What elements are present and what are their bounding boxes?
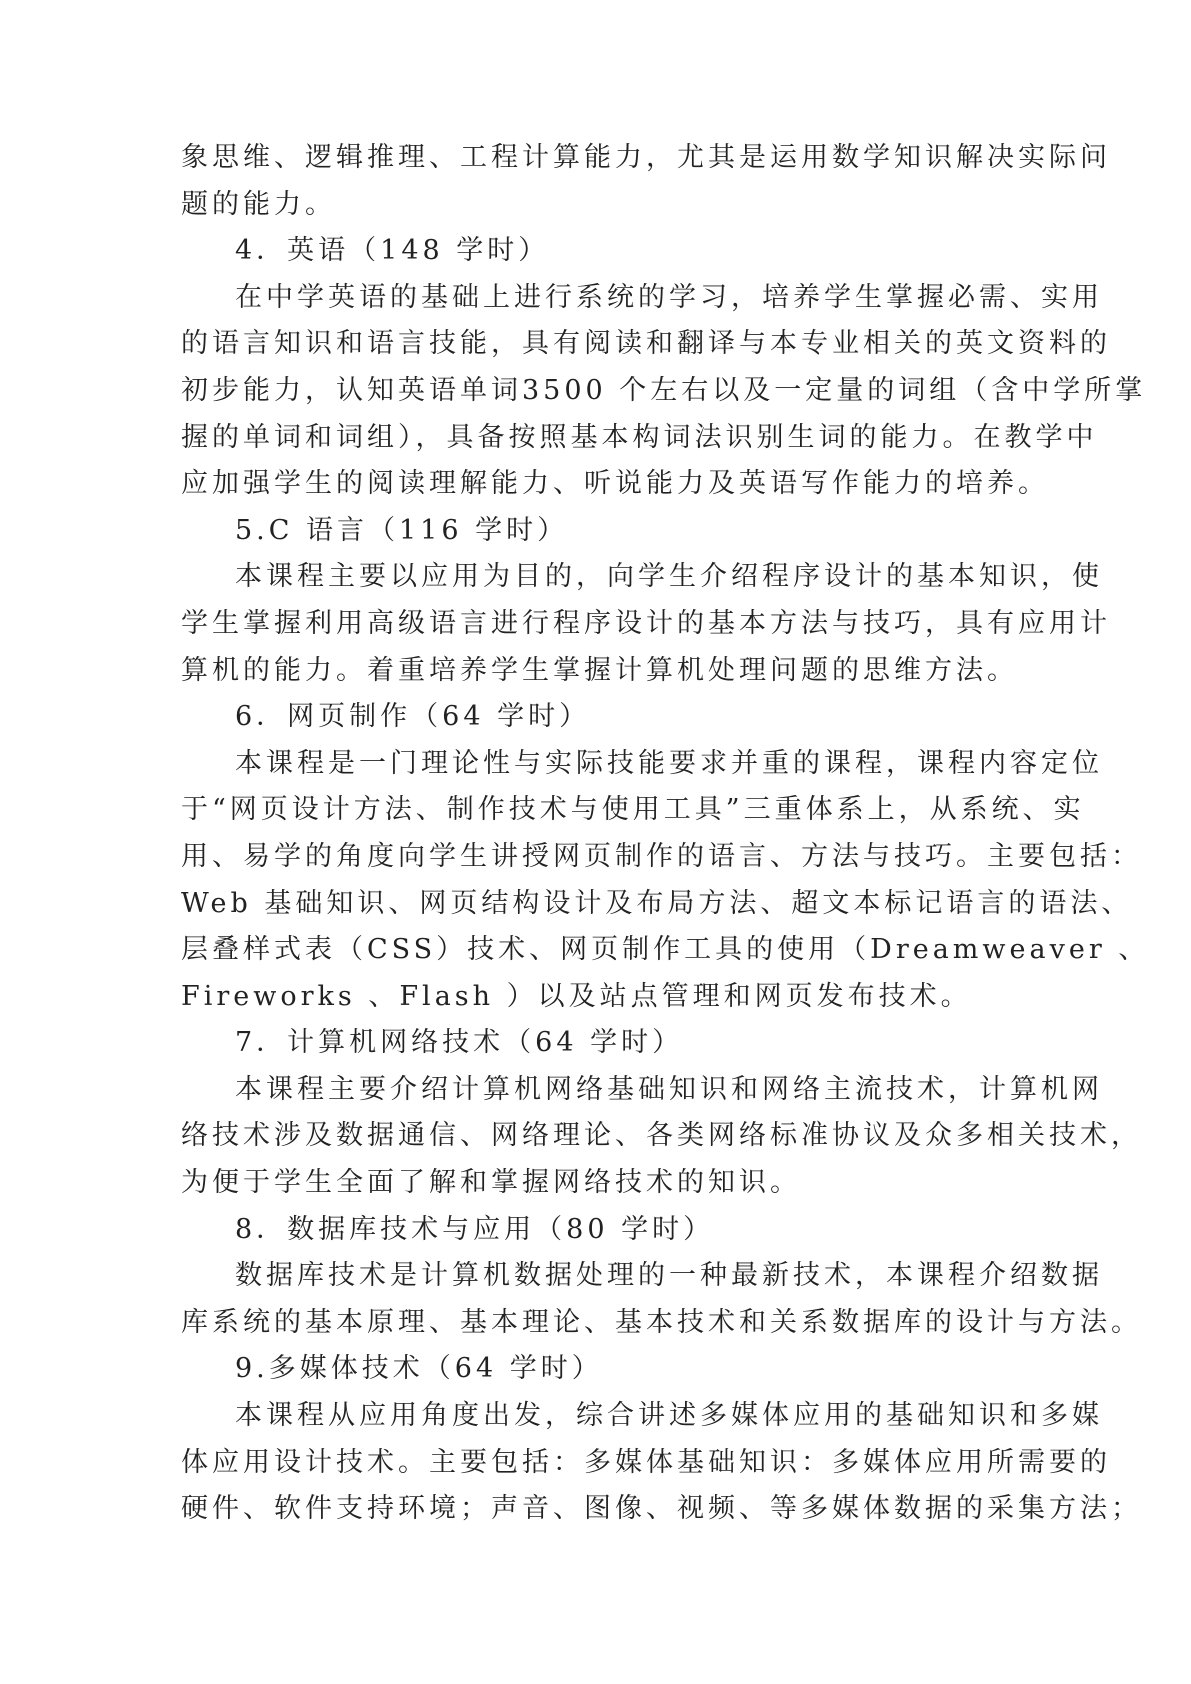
section-heading-web-design: 6．网页制作（64 学时）	[235, 701, 591, 733]
paragraph-line: 用、易学的角度向学生讲授网页制作的语言、方法与技巧。主要包括：	[181, 840, 1142, 872]
paragraph-line: 于“网页设计方法、制作技术与使用工具”三重体系上，从系统、实	[181, 794, 1085, 826]
paragraph-line: Fireworks 、Flash ）以及站点管理和网页发布技术。	[181, 980, 972, 1012]
section-heading-c-language: 5.C 语言（116 学时）	[235, 514, 569, 546]
paragraph-line: 应加强学生的阅读理解能力、听说能力及英语写作能力的培养。	[181, 468, 1049, 500]
paragraph-line: 初步能力，认知英语单词3500 个左右以及一定量的词组（含中学所掌	[181, 374, 1147, 406]
paragraph-line: 络技术涉及数据通信、网络理论、各类网络标准协议及众多相关技术，	[181, 1120, 1142, 1152]
section-heading-english: 4．英语（148 学时）	[235, 235, 550, 267]
paragraph-line: 库系统的基本原理、基本理论、基本技术和关系数据库的设计与方法。	[181, 1306, 1142, 1338]
paragraph-line: 在中学英语的基础上进行系统的学习，培养学生掌握必需、实用	[235, 281, 1103, 313]
paragraph-line: 本课程从应用角度出发，综合讲述多媒体应用的基础知识和多媒	[235, 1400, 1103, 1432]
paragraph-line: 体应用设计技术。主要包括：多媒体基础知识：多媒体应用所需要的	[181, 1446, 1111, 1478]
paragraph-line: 本课程主要介绍计算机网络基础知识和网络主流技术，计算机网	[235, 1073, 1103, 1105]
paragraph-line: 学生掌握利用高级语言进行程序设计的基本方法与技巧，具有应用计	[181, 607, 1111, 639]
paragraph-line: 为便于学生全面了解和掌握网络技术的知识。	[181, 1167, 801, 1199]
paragraph-line: 层叠样式表（CSS）技术、网页制作工具的使用（Dreamweaver 、	[181, 934, 1150, 966]
paragraph-line: Web 基础知识、网页结构设计及布局方法、超文本标记语言的语法、	[181, 887, 1133, 919]
paragraph-line: 数据库技术是计算机数据处理的一种最新技术，本课程介绍数据	[235, 1260, 1103, 1292]
section-heading-database: 8．数据库技术与应用（80 学时）	[235, 1213, 715, 1245]
paragraph-line: 硬件、软件支持环境；声音、图像、视频、等多媒体数据的采集方法；	[181, 1493, 1142, 1525]
paragraph-line: 握的单词和词组），具备按照基本构词法识别生词的能力。在教学中	[181, 421, 1098, 453]
section-heading-multimedia: 9.多媒体技术（64 学时）	[235, 1353, 603, 1385]
paragraph-line: 本课程是一门理论性与实际技能要求并重的课程，课程内容定位	[235, 747, 1103, 779]
paragraph-line: 本课程主要以应用为目的，向学生介绍程序设计的基本知识，使	[235, 561, 1103, 593]
section-heading-networking: 7．计算机网络技术（64 学时）	[235, 1027, 684, 1059]
paragraph-line: 象思维、逻辑推理、工程计算能力，尤其是运用数学知识解决实际问	[181, 142, 1111, 173]
paragraph-line: 的语言知识和语言技能，具有阅读和翻译与本专业相关的英文资料的	[181, 328, 1111, 360]
paragraph-line: 算机的能力。着重培养学生掌握计算机处理问题的思维方法。	[181, 654, 1018, 686]
document-body	[181, 135, 1150, 1533]
paragraph-line: 题的能力。	[181, 188, 336, 220]
